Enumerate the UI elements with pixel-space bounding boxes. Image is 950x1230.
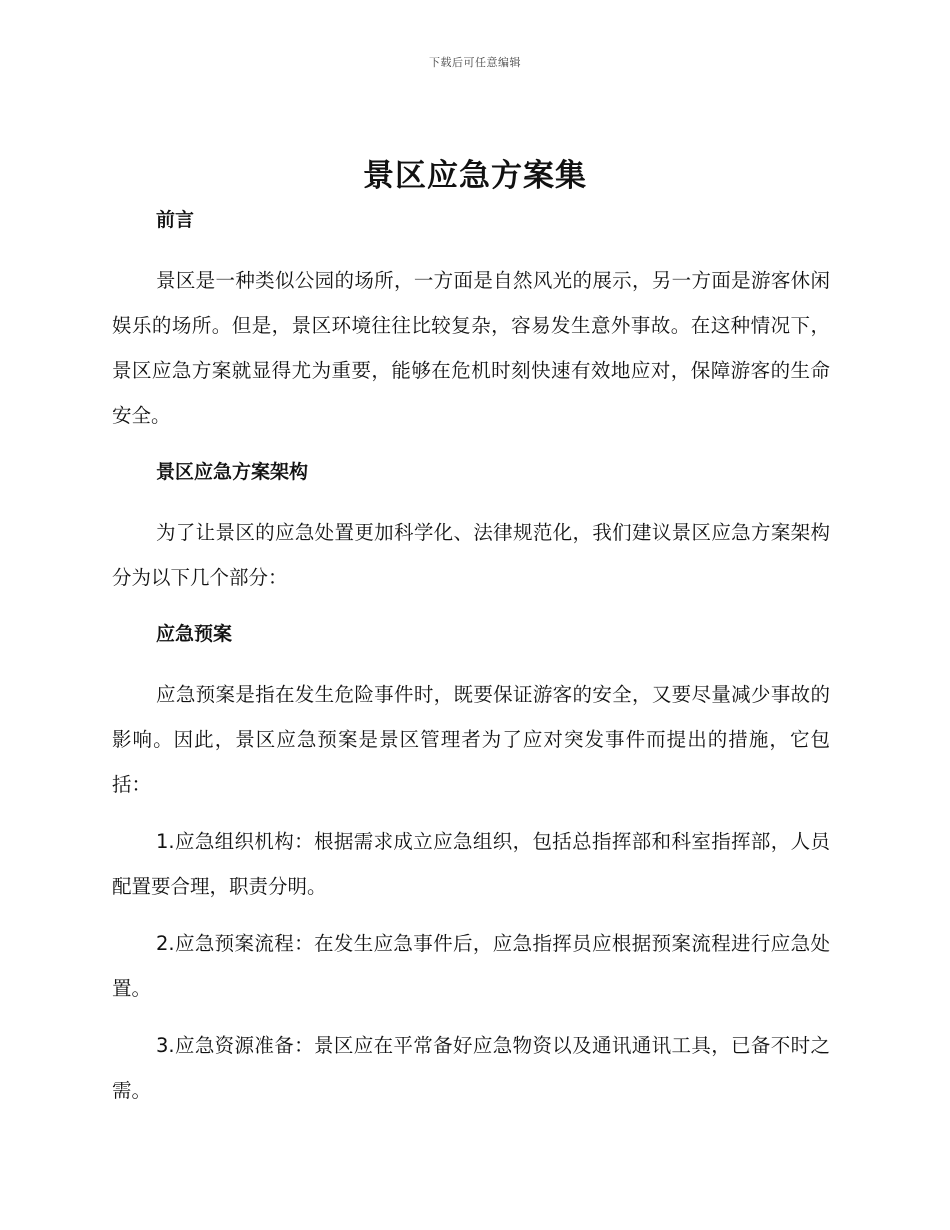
- document-title: 景区应急方案集: [363, 158, 587, 194]
- paragraph-plan: 应急预案是指在发生危险事件时，既要保证游客的安全，又要尽量减少事故的影响。因此，景区应急预案是景区管理者为了应对突发事件而提出的措施，它包括：: [112, 683, 830, 796]
- paragraph-preface: 景区是一种类似公园的场所，一方面是自然风光的展示，另一方面是游客休闲娱乐的场所。但是，景区环境往往比较复杂，容易发生意外事故。在这种情况下，景区应急方案就显得尤为重要，能够在危机时刻快速有效地应对，保障游客的生命安全。: [112, 269, 830, 427]
- section-heading-preface: 前言: [156, 209, 195, 231]
- section-heading-plan: 应急预案: [156, 623, 233, 645]
- list-item-resources: 3.应急资源准备：景区应在平常备好应急物资以及通讯通讯工具，已备不时之需。: [112, 1034, 830, 1102]
- paragraph-framework: 为了让景区的应急处置更加科学化、法律规范化，我们建议景区应急方案架构分为以下几个部分：: [112, 521, 830, 589]
- document-body: [112, 198, 830, 1113]
- list-item-organization: 1.应急组织机构：根据需求成立应急组织，包括总指挥部和科室指挥部，人员配置要合理，职责分明。: [112, 830, 830, 898]
- section-heading-framework: 景区应急方案架构: [156, 461, 309, 483]
- page-header: 下载后可任意编辑: [429, 56, 521, 69]
- list-item-process: 2.应急预案流程：在发生应急事件后，应急指挥员应根据预案流程进行应急处置。: [112, 932, 830, 1000]
